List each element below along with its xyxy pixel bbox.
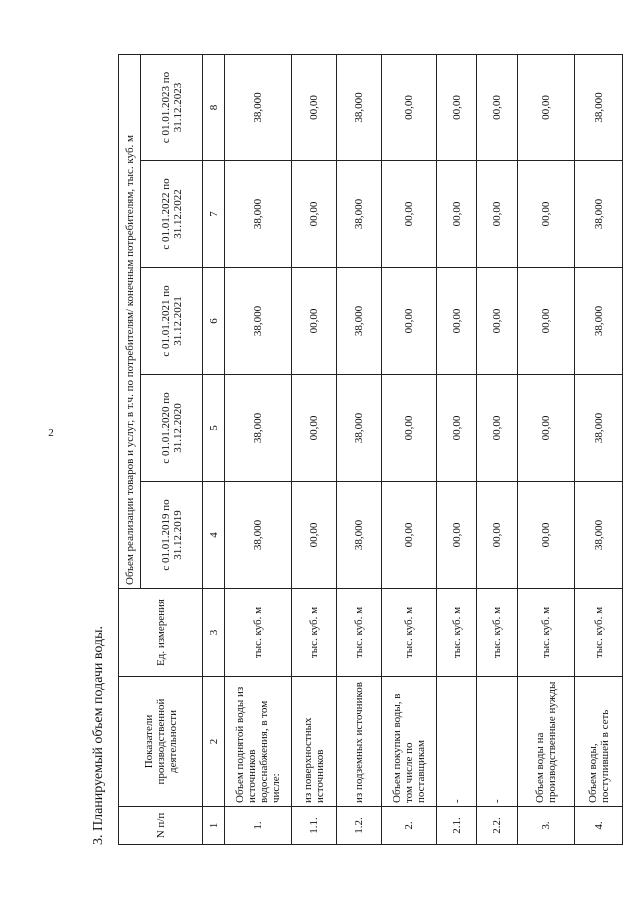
row-unit: тыс. куб. м — [225, 589, 292, 677]
row-unit: тыс. куб. м — [436, 589, 477, 677]
row-value: 38,000 — [225, 375, 292, 482]
row-number: 1. — [225, 807, 292, 845]
row-value: 00,00 — [518, 482, 575, 589]
section-title: 3. Планируемый объем подачи воды. — [91, 625, 106, 845]
row-number: 1.1. — [292, 807, 337, 845]
row-unit: тыс. куб. м — [575, 589, 623, 677]
row-unit: тыс. куб. м — [381, 589, 436, 677]
header-unit: Ед. измерения — [119, 589, 203, 677]
row-value: 00,00 — [381, 375, 436, 482]
header-period: с 01.01.2020 по 31.12.2020 — [141, 375, 203, 482]
row-indicator: из поверхностных источников — [292, 677, 337, 807]
header-indicator: Показатели производственной деятельности — [119, 677, 203, 807]
table-row — [477, 54, 518, 844]
row-number: 4. — [575, 807, 623, 845]
row-value: 38,000 — [336, 268, 381, 375]
table-row — [381, 54, 436, 844]
row-value: 00,00 — [518, 54, 575, 160]
column-number: 3 — [203, 589, 225, 677]
row-indicator: - — [477, 677, 518, 807]
row-value: 00,00 — [477, 482, 518, 589]
row-value: 38,000 — [225, 268, 292, 375]
column-number: 2 — [203, 677, 225, 807]
row-value: 00,00 — [292, 375, 337, 482]
row-value: 00,00 — [292, 161, 337, 268]
row-value: 00,00 — [436, 54, 477, 160]
row-value: 38,000 — [575, 161, 623, 268]
page-number: 2 — [48, 427, 54, 439]
row-indicator: из подземных источников — [336, 677, 381, 807]
table-row — [518, 54, 575, 844]
column-number: 6 — [203, 268, 225, 375]
row-number: 1.2. — [336, 807, 381, 845]
row-value: 38,000 — [225, 482, 292, 589]
column-number: 7 — [203, 161, 225, 268]
row-value: 38,000 — [336, 54, 381, 160]
row-value: 38,000 — [575, 268, 623, 375]
row-indicator: Объем покупки воды, в том числе по поставщикам — [381, 677, 436, 807]
table-row — [225, 54, 292, 844]
row-unit: тыс. куб. м — [292, 589, 337, 677]
column-number: 1 — [203, 807, 225, 845]
row-value: 00,00 — [518, 161, 575, 268]
table-row — [292, 54, 337, 844]
header-period: с 01.01.2023 по 31.12.2023 — [141, 54, 203, 160]
row-value: 00,00 — [381, 482, 436, 589]
row-indicator: Объем поднятой воды из источников водоснабжения, в том числе: — [225, 677, 292, 807]
row-value: 38,000 — [336, 482, 381, 589]
row-number: 3. — [518, 807, 575, 845]
row-unit: тыс. куб. м — [477, 589, 518, 677]
row-unit: тыс. куб. м — [518, 589, 575, 677]
table-row — [575, 54, 623, 844]
row-number: 2.2. — [477, 807, 518, 845]
row-indicator: - — [436, 677, 477, 807]
row-value: 00,00 — [477, 375, 518, 482]
header-group-title: Объем реализации товаров и услуг, в т.ч. по потребителям/ конечным потребителям, тыс. куб. м — [119, 54, 141, 588]
table-row — [336, 54, 381, 844]
row-value: 00,00 — [518, 375, 575, 482]
row-value: 00,00 — [477, 268, 518, 375]
row-value: 00,00 — [381, 268, 436, 375]
row-value: 38,000 — [336, 375, 381, 482]
row-value: 00,00 — [436, 161, 477, 268]
column-number: 5 — [203, 375, 225, 482]
row-value: 38,000 — [575, 375, 623, 482]
row-number: 2.1. — [436, 807, 477, 845]
row-value: 00,00 — [381, 54, 436, 160]
row-value: 00,00 — [477, 161, 518, 268]
column-number: 8 — [203, 54, 225, 160]
row-indicator: Объем воды на производственные нужды — [518, 677, 575, 807]
row-value: 00,00 — [436, 375, 477, 482]
row-value: 38,000 — [336, 161, 381, 268]
row-value: 00,00 — [292, 268, 337, 375]
row-value: 00,00 — [436, 268, 477, 375]
row-value: 00,00 — [477, 54, 518, 160]
row-value: 00,00 — [518, 268, 575, 375]
header-period: с 01.01.2022 по 31.12.2022 — [141, 161, 203, 268]
row-value: 00,00 — [292, 54, 337, 160]
row-value: 00,00 — [292, 482, 337, 589]
rotated-content — [88, 55, 628, 845]
row-value: 38,000 — [575, 482, 623, 589]
header-num: N п/п — [119, 807, 203, 845]
header-period: с 01.01.2021 по 31.12.2021 — [141, 268, 203, 375]
row-value: 38,000 — [575, 54, 623, 160]
row-value: 00,00 — [436, 482, 477, 589]
row-value: 38,000 — [225, 161, 292, 268]
row-indicator: Объем воды, поступившей в сеть — [575, 677, 623, 807]
column-number: 4 — [203, 482, 225, 589]
row-unit: тыс. куб. м — [336, 589, 381, 677]
header-period: с 01.01.2019 по 31.12.2019 — [141, 482, 203, 589]
water-supply-table — [118, 54, 623, 845]
table-row — [436, 54, 477, 844]
row-number: 2. — [381, 807, 436, 845]
row-value: 38,000 — [225, 54, 292, 160]
row-value: 00,00 — [381, 161, 436, 268]
